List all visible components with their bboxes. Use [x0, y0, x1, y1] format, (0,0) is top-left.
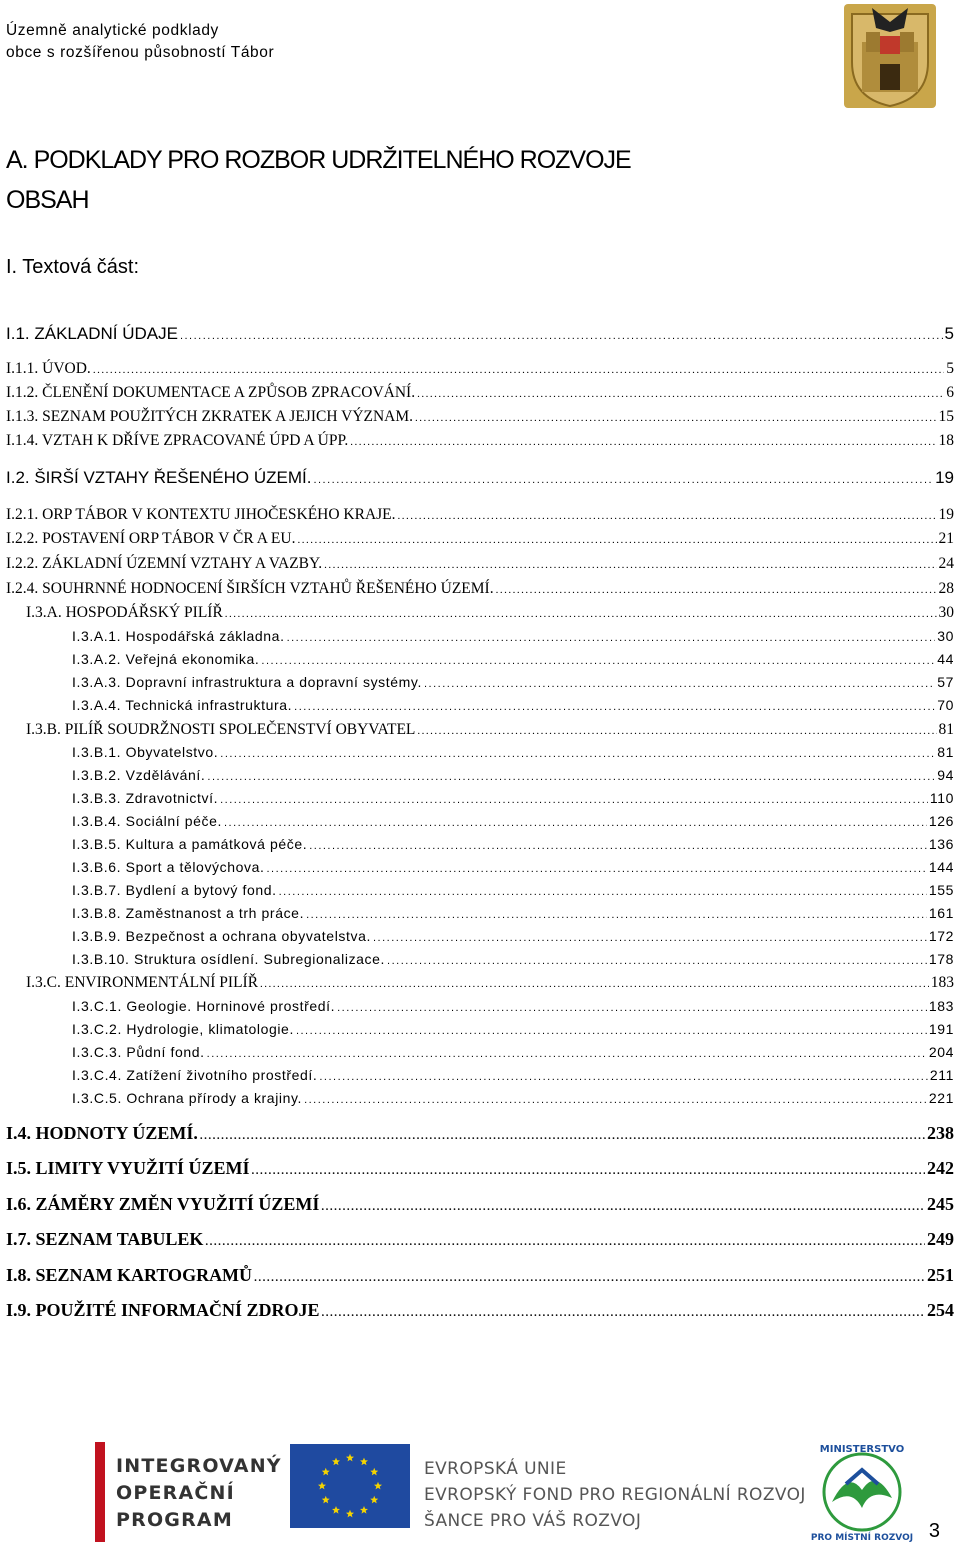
- toc-entry[interactable]: I.1.3. SEZNAM POUŽITÝCH ZKRATEK A JEJICH VÝZNAM. ..... 15: [6, 408, 954, 426]
- toc-entry[interactable]: I.3.B.3. Zdravotnictví. ..... 110: [72, 790, 954, 806]
- iop-line-3: PROGRAM: [116, 1509, 233, 1531]
- toc-entry[interactable]: I.1.1. ÚVOD. ..... 5: [6, 360, 954, 378]
- section-heading: I. Textová část:: [6, 256, 140, 278]
- toc-entry[interactable]: I.5. LIMITY VYUŽITÍ ÚZEMÍ ..... 242: [6, 1158, 954, 1179]
- header-line-2: obce s rozšířenou působností Tábor: [6, 44, 275, 61]
- toc-entry[interactable]: I.3.A.4. Technická infrastruktura. ..... 70: [72, 697, 954, 713]
- eu-flag-icon: [290, 1444, 410, 1528]
- toc-entry[interactable]: I.3.B.5. Kultura a památková péče. ..... 136: [72, 836, 954, 852]
- toc-entry[interactable]: I.3.C.5. Ochrana přírody a krajiny. ..... 221: [72, 1090, 954, 1106]
- mmr-top-text: MINISTERSTVO: [819, 1444, 905, 1455]
- toc-entry[interactable]: I.3.B.8. Zaměstnanost a trh práce. ..... 161: [72, 905, 954, 921]
- toc-entry[interactable]: I.3.B.2. Vzdělávání. ..... 94: [72, 767, 954, 783]
- toc-entry[interactable]: I.2.4. SOUHRNNÉ HODNOCENÍ ŠIRŠÍCH VZTAHŮ ŘEŠENÉHO ÚZEMÍ. ..... 28: [6, 580, 954, 598]
- toc-entry[interactable]: I.3.A.2. Veřejná ekonomika. ..... 44: [72, 651, 954, 667]
- toc-entry[interactable]: I.3.C. ENVIRONMENTÁLNÍ PILÍŘ ..... 183: [26, 974, 954, 992]
- toc-entry[interactable]: I.3.B.7. Bydlení a bytový fond. ..... 155: [72, 882, 954, 898]
- toc-entry[interactable]: I.3.C.4. Zatížení životního prostředí. ..... 211: [72, 1067, 954, 1083]
- footer-logos: [0, 1440, 960, 1544]
- toc-entry[interactable]: I.2.2. ZÁKLADNÍ ÚZEMNÍ VZTAHY A VAZBY. ..... 24: [6, 555, 954, 573]
- toc-entry[interactable]: I.2. ŠIRŠÍ VZTAHY ŘEŠENÉHO ÚZEMÍ. ..... 19: [6, 468, 954, 488]
- toc-entry[interactable]: I.1.4. VZTAH K DŘÍVE ZPRACOVANÉ ÚPD A ÚPP. ..... 18: [6, 432, 954, 450]
- toc-entry[interactable]: I.3.B.1. Obyvatelstvo. ..... 81: [72, 744, 954, 760]
- toc-entry[interactable]: I.3.B.10. Struktura osídlení. Subregionalizace. ..... 178: [72, 951, 954, 967]
- tabor-coat-of-arms-icon: [842, 2, 938, 110]
- main-title: A. PODKLADY PRO ROZBOR UDRŽITELNÉHO ROZVOJE: [6, 146, 631, 174]
- toc-entry[interactable]: I.1.2. ČLENĚNÍ DOKUMENTACE A ZPŮSOB ZPRACOVÁNÍ. ..... 6: [6, 384, 954, 402]
- toc-entry[interactable]: I.3.B.6. Sport a tělovýchova. ..... 144: [72, 859, 954, 875]
- page-number: 3: [928, 1520, 940, 1542]
- toc-entry[interactable]: I.8. SEZNAM KARTOGRAMŮ ..... 251: [6, 1265, 954, 1286]
- eu-line-2: EVROPSKÝ FOND PRO REGIONÁLNÍ ROZVOJ: [424, 1485, 806, 1505]
- contents-title: OBSAH: [6, 186, 89, 214]
- mmr-bottom-text: PRO MÍSTNÍ ROZVOJ: [810, 1533, 914, 1543]
- iop-logo: [95, 1442, 282, 1542]
- toc-entry[interactable]: I.3.B.4. Sociální péče. ..... 126: [72, 813, 954, 829]
- toc-entry[interactable]: I.9. POUŽITÉ INFORMAČNÍ ZDROJE ..... 254: [6, 1300, 954, 1321]
- toc-entry[interactable]: I.2.2. POSTAVENÍ ORP TÁBOR V ČR A EU. ..... 21: [6, 530, 954, 548]
- toc-entry[interactable]: I.3.A.1. Hospodářská základna. ..... 30: [72, 628, 954, 644]
- toc-entry[interactable]: I.3.C.2. Hydrologie, klimatologie. ..... 191: [72, 1021, 954, 1037]
- header-line-1: Územně analytické podklady: [6, 22, 219, 39]
- toc-entry[interactable]: I.3.C.3. Půdní fond. ..... 204: [72, 1044, 954, 1060]
- toc-entry[interactable]: I.3.C.1. Geologie. Horninové prostředí. ..... 183: [72, 998, 954, 1014]
- toc-entry[interactable]: I.3.B.9. Bezpečnost a ochrana obyvatelstva. ..... 172: [72, 928, 954, 944]
- eu-line-1: EVROPSKÁ UNIE: [424, 1459, 567, 1479]
- iop-line-1: INTEGROVANÝ: [116, 1455, 282, 1477]
- toc-entry[interactable]: I.4. HODNOTY ÚZEMÍ. ..... 238: [6, 1123, 954, 1144]
- toc-entry[interactable]: I.6. ZÁMĚRY ZMĚN VYUŽITÍ ÚZEMÍ ..... 245: [6, 1194, 954, 1215]
- toc-entry[interactable]: I.2.1. ORP TÁBOR V KONTEXTU JIHOČESKÉHO KRAJE. ..... 19: [6, 506, 954, 524]
- toc-entry[interactable]: I.7. SEZNAM TABULEK ..... 249: [6, 1229, 954, 1250]
- document-header: [6, 20, 274, 64]
- mmr-logo: [811, 1444, 913, 1543]
- iop-line-2: OPERAČNÍ: [116, 1482, 235, 1504]
- toc-entry[interactable]: I.1. ZÁKLADNÍ ÚDAJE ..... 5: [6, 324, 954, 344]
- iop-red-bar: [95, 1442, 105, 1542]
- toc-entry[interactable]: I.3.A. HOSPODÁŘSKÝ PILÍŘ ..... 30: [26, 604, 954, 622]
- toc-entry[interactable]: I.3.B. PILÍŘ SOUDRŽNOSTI SPOLEČENSTVÍ OBYVATEL ..... 81: [26, 721, 954, 739]
- toc-entry[interactable]: I.3.A.3. Dopravní infrastruktura a dopravní systémy. ..... 57: [72, 674, 954, 690]
- eu-line-3: ŠANCE PRO VÁŠ ROZVOJ: [424, 1511, 642, 1531]
